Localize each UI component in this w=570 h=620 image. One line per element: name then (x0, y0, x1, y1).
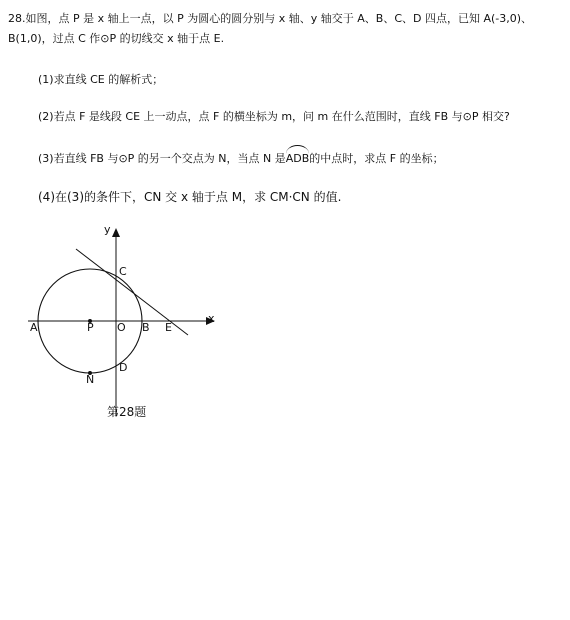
label-o: O (117, 321, 126, 334)
label-a: A (30, 321, 38, 334)
question-stem-line-2: B(1,0)，过点 C 作⊙P 的切线交 x 轴于点 E. (8, 32, 225, 45)
label-p: P (87, 321, 94, 334)
geometry-figure (20, 220, 230, 425)
part-3-prefix: (3)若直线 FB 与⊙P 的另一个交点为 N，当点 N 是 (38, 152, 286, 165)
question-part-3 (38, 150, 444, 166)
label-n: N (86, 373, 95, 386)
label-y: y (104, 223, 111, 236)
question-part-1: (1)求直线 CE 的解析式； (38, 73, 164, 86)
question-part-4: (4)在(3)的条件下，CN 交 x 轴于点 M，求 CM·CN 的值. (38, 190, 342, 204)
label-d: D (119, 361, 128, 374)
label-c: C (119, 265, 127, 278)
question-stem-line-1: 28.如图，点 P 是 x 轴上一点，以 P 为圆心的圆分别与 x 轴、y 轴交于 A、B、C、D 四点，已知 A(-3,0)、 (8, 12, 533, 25)
label-x: x (208, 312, 215, 325)
figure-caption: 第28题 (107, 405, 147, 419)
label-b: B (142, 321, 150, 334)
question-part-2: (2)若点 F 是线段 CE 上一动点，点 F 的横坐标为 m，问 m 在什么范围时，直线 FB 与⊙P 相交? (38, 110, 510, 123)
arc-adb-label: ADB (285, 152, 310, 165)
y-axis-arrow (112, 228, 120, 237)
part-3-suffix: 的中点时，求点 F 的坐标； (309, 152, 444, 165)
label-e: E (165, 321, 172, 334)
